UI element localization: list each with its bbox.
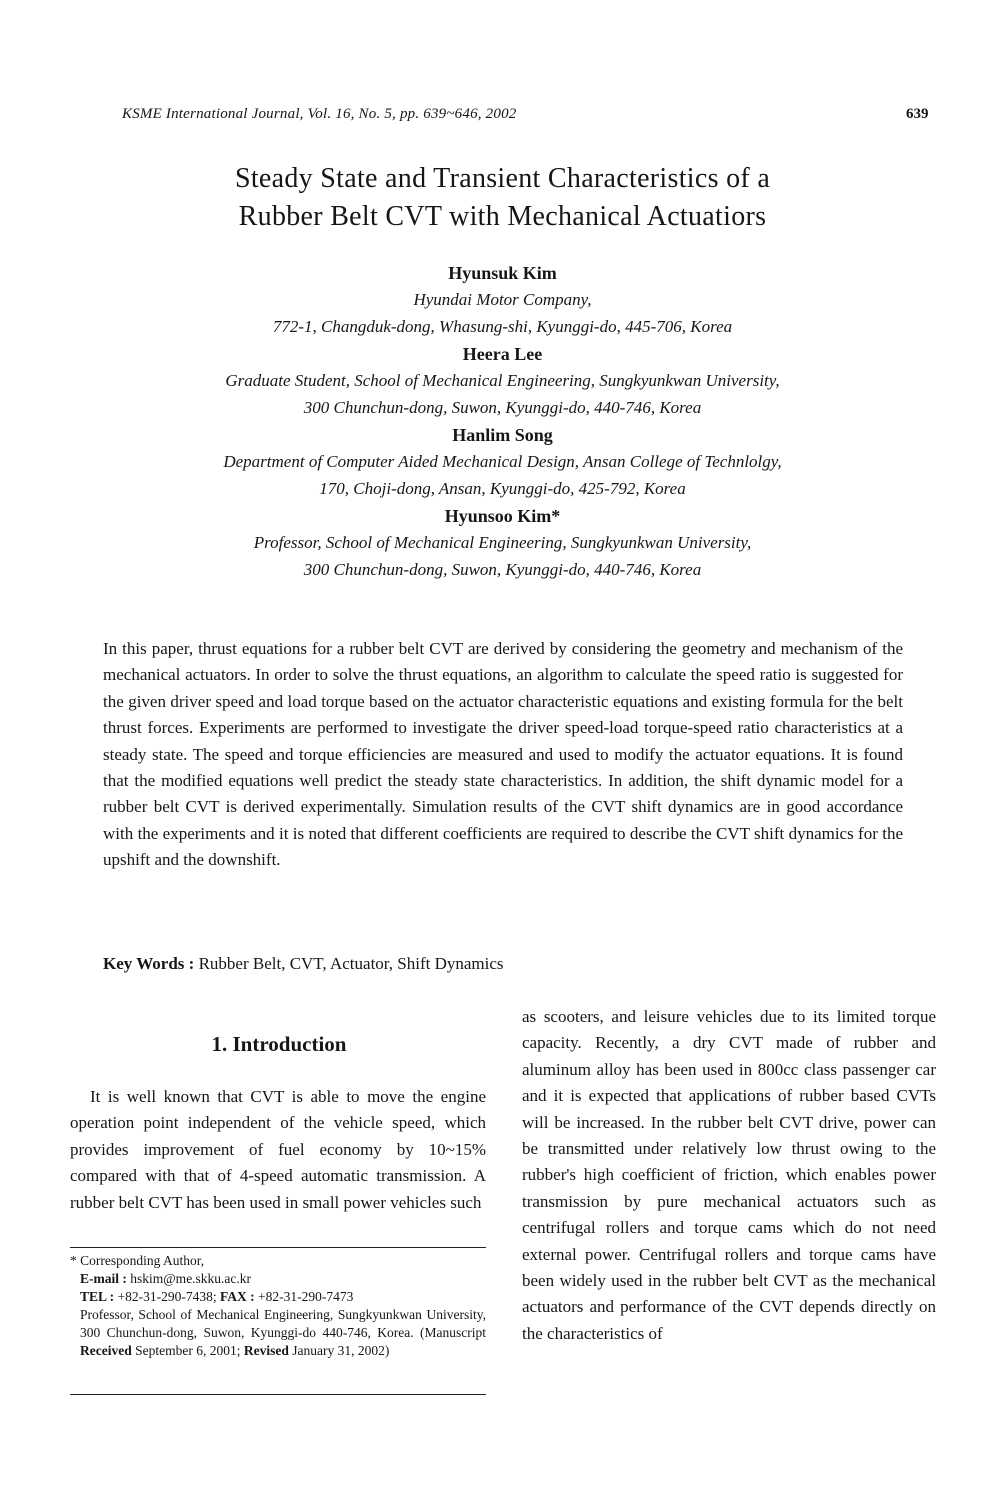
- footnote-tel-value: +82-31-290-7438;: [114, 1289, 220, 1304]
- keywords-value: Rubber Belt, CVT, Actuator, Shift Dynamics: [194, 954, 504, 973]
- footnote-divider-top: [70, 1247, 486, 1248]
- footnote-email: [70, 1270, 486, 1288]
- author-affiliation-4b: 300 Chunchun-dong, Suwon, Kyunggi-do, 440-746, Korea: [303, 560, 702, 579]
- footnote-phone: [70, 1288, 486, 1306]
- footnote-received-label: Received: [80, 1343, 132, 1358]
- author-name-3: Hanlim Song: [452, 425, 553, 445]
- author-name-1: Hyunsuk Kim: [448, 263, 557, 283]
- keywords-label: Key Words :: [103, 954, 195, 973]
- author-affiliation-2a: Graduate Student, School of Mechanical Engineering, Sungkyunkwan University,: [225, 371, 780, 390]
- page-number: 639: [906, 106, 929, 122]
- footnote-fax-label: FAX :: [220, 1289, 255, 1304]
- footnote-email-value: hskim@me.skku.ac.kr: [126, 1271, 252, 1286]
- author-affiliation-3b: 170, Choji-dong, Ansan, Kyunggi-do, 425-792, Korea: [319, 479, 686, 498]
- author-affiliation-1a: Hyundai Motor Company,: [413, 290, 592, 309]
- author-affiliation-4a: Professor, School of Mechanical Engineering, Sungkyunkwan University,: [253, 533, 752, 552]
- footnote-revised-date: January 31, 2002): [288, 1343, 390, 1358]
- author-name-4: Hyunsoo Kim*: [444, 506, 561, 526]
- footnote-address: [70, 1306, 486, 1360]
- footnote-fax-value: +82-31-290-7473: [254, 1289, 354, 1304]
- footnote: [70, 1252, 486, 1360]
- keywords: [103, 954, 504, 974]
- author-affiliation-3a: Department of Computer Aided Mechanical Design, Ansan College of Technlolgy,: [223, 452, 782, 471]
- abstract-text: In this paper, thrust equations for a rubber belt CVT are derived by considering the geometry and mechanism of the mechanical actuators. In order to solve the thrust equations, an algorithm to calculate the speed ratio is suggested for the given driver speed and load torque based on the actuator characteristic equations and existing formula for the belt thrust forces. Experiments are performed to investigate the driver speed-load torque-speed ratio characteristics at a steady state. The speed and torque efficiencies are measured and used to modify the actuator equations. It is found that the modified equations well predict the steady state characteristics. In addition, the shift dynamic model for a rubber belt CVT is derived experimentally. Simulation results of the CVT shift dynamics are in good accordance with the experiments and it is noted that different coefficients are required to describe the CVT shift dynamics for the upshift and the downshift.: [103, 639, 903, 870]
- footnote-corresponding: * Corresponding Author,: [70, 1253, 205, 1268]
- footnote-address-text: Professor, School of Mechanical Engineering, Sungkyunkwan University, 300 Chunchun-dong, Suwon, Kyunggi-do 440-746, Korea. (Manuscript: [80, 1307, 486, 1340]
- section-heading-introduction: 1. Introduction: [211, 1032, 347, 1056]
- paper-title: [120, 160, 885, 236]
- footnote-tel-label: TEL :: [80, 1289, 115, 1304]
- title-line-2: Rubber Belt CVT with Mechanical Actuatiors: [238, 201, 767, 232]
- intro-left-column-text: It is well known that CVT is able to move the engine operation point independent of the vehicle speed, which provides improvement of fuel economy by 10~15% compared with that of 4-speed automatic transmission. A rubber belt CVT has been used in small power vehicles such: [70, 1087, 486, 1212]
- footnote-divider-bottom: [70, 1394, 486, 1395]
- author-affiliation-1b: 772-1, Changduk-dong, Whasung-shi, Kyunggi-do, 445-706, Korea: [272, 317, 733, 336]
- footnote-email-label: E-mail :: [80, 1271, 127, 1286]
- footnote-received-date: September 6, 2001;: [131, 1343, 244, 1358]
- footnote-revised-label: Revised: [243, 1343, 289, 1358]
- author-name-2: Heera Lee: [462, 344, 543, 364]
- author-affiliation-2b: 300 Chunchun-dong, Suwon, Kyunggi-do, 440-746, Korea: [303, 398, 702, 417]
- journal-citation: KSME International Journal, Vol. 16, No. 5, pp. 639~646, 2002: [122, 106, 517, 122]
- title-line-1: Steady State and Transient Characteristics of a: [234, 163, 771, 194]
- intro-right-column-text: as scooters, and leisure vehicles due to its limited torque capacity. Recently, a dry CVT made of rubber and aluminum alloy has been used in 800cc class passenger car and it is expected that applications of rubber based CVTs will be increased. In the rubber belt CVT drive, power can be transmitted under relatively low thrust owing to the rubber's high coefficient of friction, which enables power transmission by pure mechanical actuators such as centrifugal rollers and torque cams which do not need external power. Centrifugal rollers and torque cams have been widely used in the rubber belt CVT as the mechanical actuators and performance of the CVT depends directly on the characteristics of: [522, 1007, 936, 1343]
